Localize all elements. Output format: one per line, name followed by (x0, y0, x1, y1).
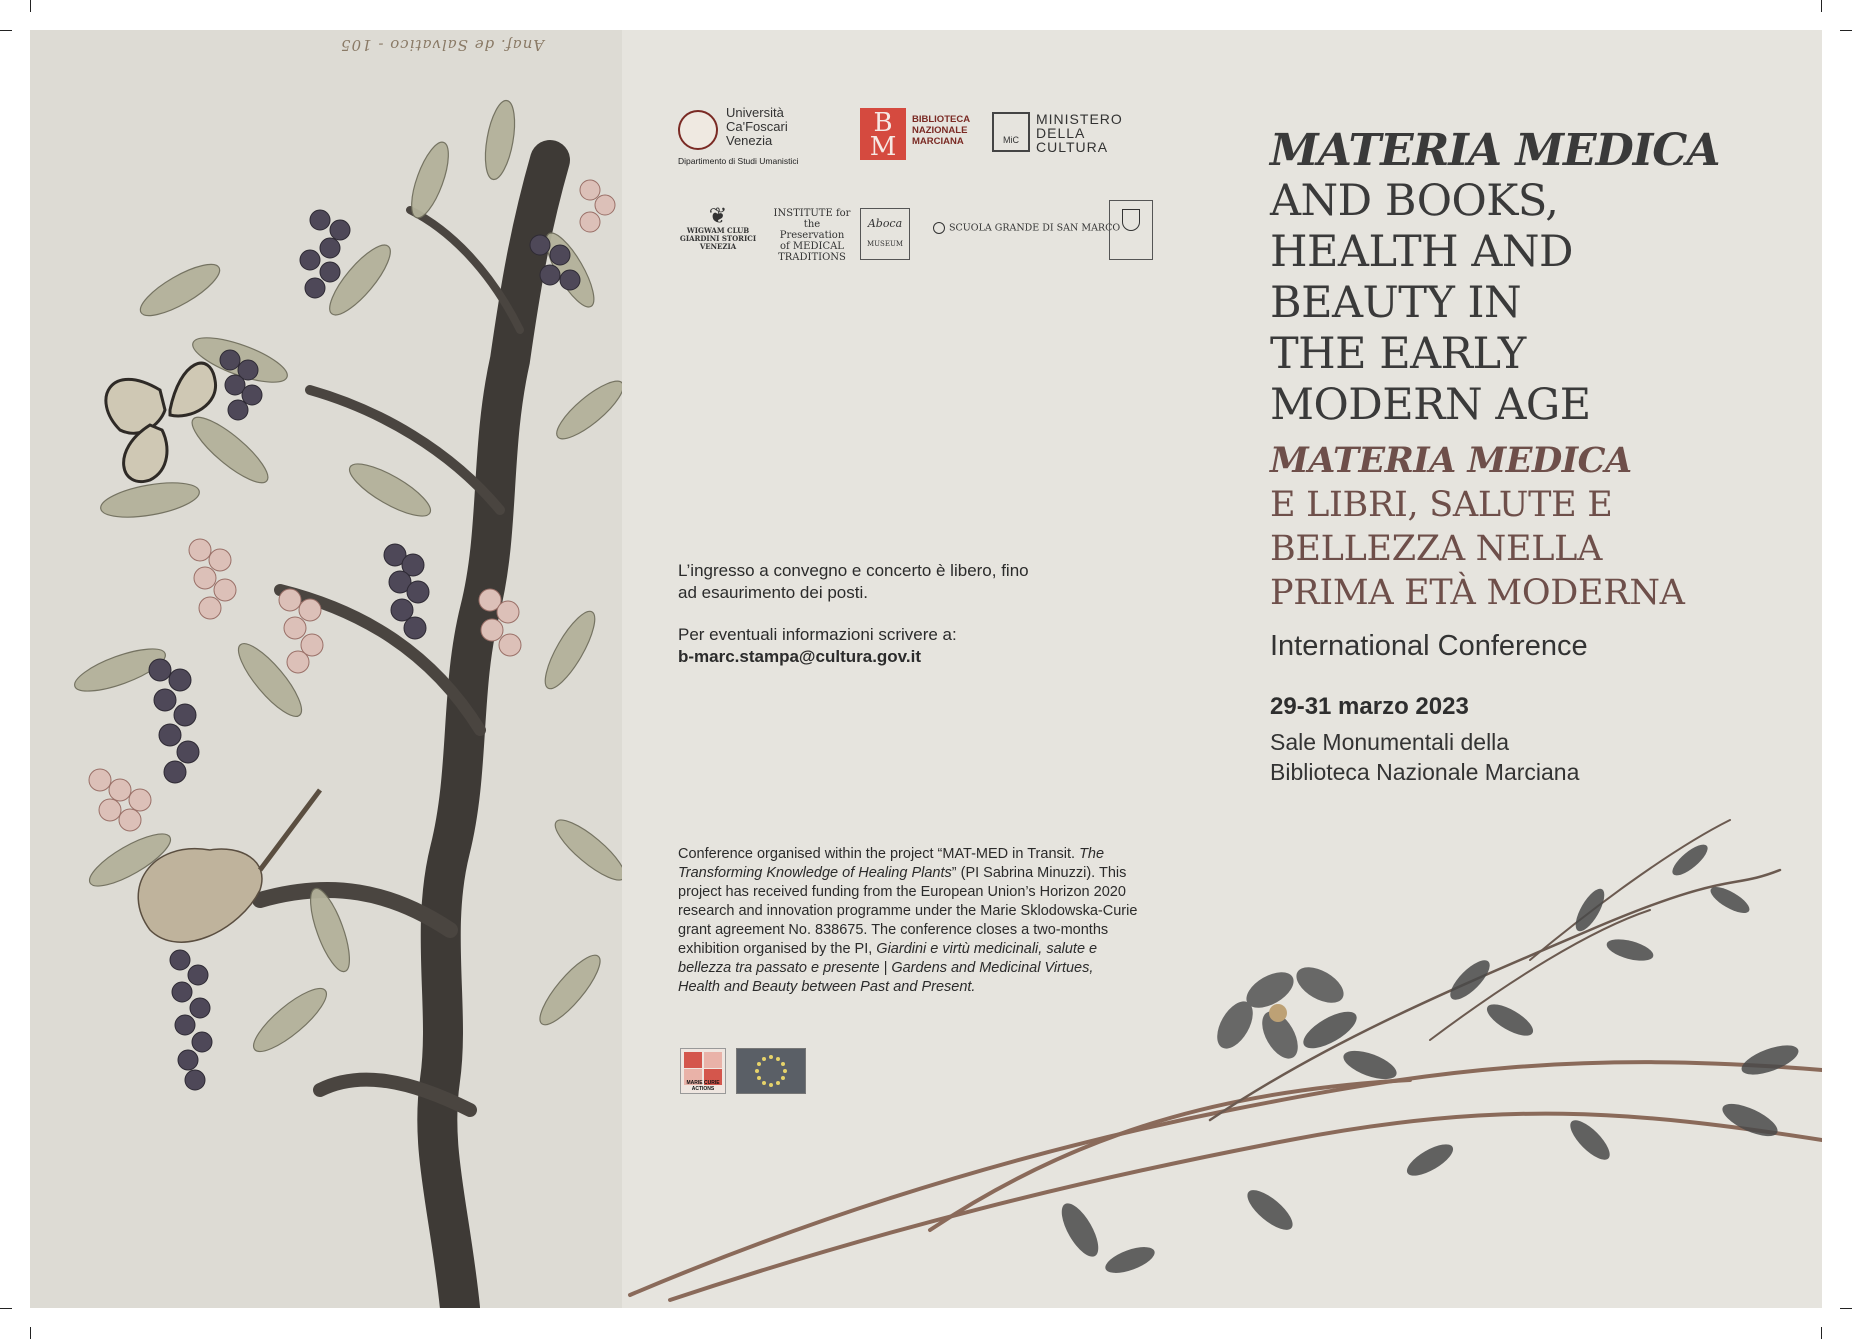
aboca-logo[interactable] (860, 208, 910, 260)
crop-mark (30, 0, 31, 12)
alpini-logo[interactable] (1109, 200, 1153, 260)
project-description (678, 845, 1138, 997)
aboca-name: Aboca (867, 217, 903, 230)
project-title: The Transforming Knowledge of Healing Plants (678, 846, 1105, 881)
crop-mark (1840, 1308, 1852, 1309)
unive-name: Università Ca'Foscari Venezia (726, 105, 788, 148)
wigwam-logo[interactable] (678, 205, 758, 257)
conference-type: International Conference (1270, 630, 1588, 662)
ipmt-name: INSTITUTE for the Preservation of MEDICAL TRADITIONS (773, 208, 851, 263)
contact-note: Per eventuali informazioni scrivere a: (678, 625, 957, 644)
title-en: AND BOOKS, HEALTH AND BEAUTY IN THE EARLY MODERN AGE (1270, 176, 1591, 430)
marie-curie-logo[interactable] (680, 1048, 726, 1094)
bird-illustration (138, 790, 320, 942)
title-block (1270, 126, 1790, 787)
title-en-materia-medica: MATERIA MEDICA (1270, 125, 1720, 176)
crop-mark (1840, 30, 1852, 31)
contact-email[interactable]: b-marc.stampa@cultura.gov.it (678, 647, 921, 666)
bnm-name: BIBLIOTECA NAZIONALE MARCIANA (912, 114, 971, 147)
bnm-mark-icon: B M (860, 108, 906, 160)
mic-mark-icon: MiC (992, 112, 1030, 152)
conference-venue: Sale Monumentali della Biblioteca Nazionale Marciana (1270, 729, 1580, 785)
entry-note: L’ingresso a convegno e concerto è libero, fino ad esaurimento dei posti. (678, 561, 1029, 602)
eu-flag-icon[interactable] (736, 1048, 806, 1094)
crop-mark (0, 1308, 12, 1309)
project-text-1: Conference organised within the project “MAT-MED in Transit. (678, 846, 1080, 862)
mc-quadrant (684, 1052, 702, 1068)
sgsm-name: SCUOLA GRANDE DI SAN MARCO (949, 222, 1121, 234)
project-text-2: ” (PI Sabrina Minuzzi). This project has received funding from the European Union’s Horizon 2020 research and innovation programme under the Marie Sklodowska-Curie grant agreement No. 838675. The conference closes a two-months exhibition organised by the PI, (678, 865, 1138, 957)
sgsm-logo[interactable] (933, 222, 1133, 242)
brochure-sheet (30, 30, 1822, 1308)
mic-logo[interactable] (992, 112, 1142, 162)
unive-department: Dipartimento di Studi Umanistici (678, 156, 799, 166)
wigwam-name: WIGWAM CLUB GIARDINI STORICI VENEZIA (679, 226, 757, 251)
aboca-sub: MUSEUM (866, 240, 904, 248)
illustration-panel (30, 30, 622, 1308)
wigwam-emblem-icon: ❦ (708, 203, 728, 228)
exhibition-title: Giardini e virtù medicinali, salute e bellezza tra passato e presente | Gardens and Medicinal Virtues, Health and Beauty between Past and Present. (678, 941, 1098, 995)
mic-name: MINISTERO DELLA CULTURA (1036, 111, 1123, 155)
manuscript-annotation: Anaf. de Salvatico - 105 (340, 36, 545, 54)
conference-dates: 29-31 marzo 2023 (1270, 693, 1469, 720)
unive-seal-icon (678, 110, 718, 150)
shield-icon (1122, 209, 1140, 231)
crop-mark (30, 1327, 31, 1339)
crop-mark (1821, 1327, 1822, 1339)
mc-quadrant (704, 1052, 722, 1068)
title-it-materia-medica: MATERIA MEDICA (1270, 440, 1632, 481)
crop-mark (1821, 0, 1822, 12)
mc-label: MARIE CURIE ACTIONS (686, 1080, 720, 1092)
tree-illustration (30, 30, 622, 1308)
unive-logo[interactable] (678, 106, 838, 166)
crop-mark (0, 30, 12, 31)
bnm-logo[interactable] (860, 108, 980, 160)
info-block (678, 560, 1038, 668)
ipmt-logo[interactable] (772, 208, 852, 263)
title-it: E LIBRI, SALUTE E BELLEZZA NELLA PRIMA ETÀ MODERNA (1270, 485, 1685, 613)
sgsm-emblem-icon (933, 222, 945, 234)
